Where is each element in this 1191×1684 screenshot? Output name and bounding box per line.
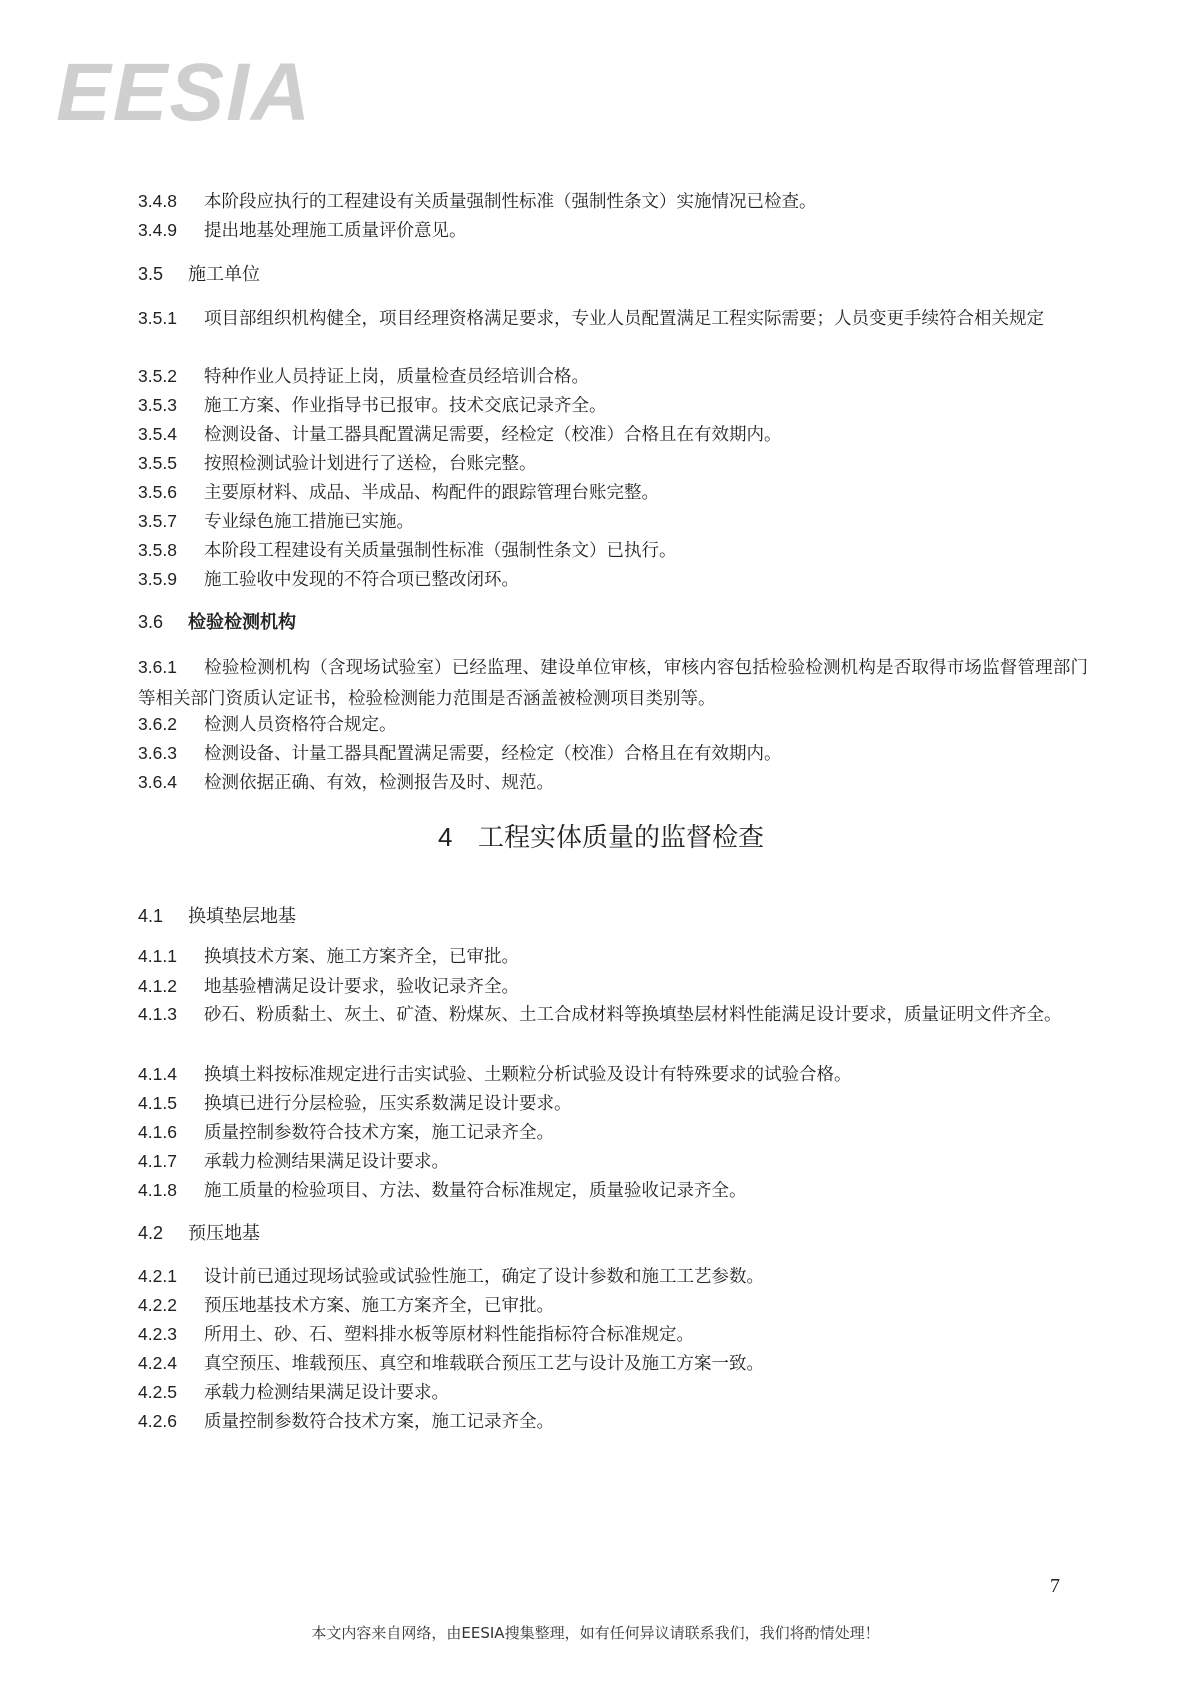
section-4-1-heading: 4.1 换填垫层地基 bbox=[138, 906, 296, 927]
clause-4-2-1: 4.2.1 设计前已通过现场试验或试验性施工，确定了设计参数和施工工艺参数。 bbox=[138, 1266, 764, 1287]
clause-3-5-1: 3.5.1 项目部组织机构健全，项目经理资格满足要求，专业人员配置满足工程实际需要；人员变更手续符合相关规定 bbox=[138, 308, 1044, 329]
clause-4-1-8: 4.1.8 施工质量的检验项目、方法、数量符合标准规定，质量验收记录齐全。 bbox=[138, 1180, 747, 1201]
clause-3-5-5: 3.5.5 按照检测试验计划进行了送检，台账完整。 bbox=[138, 453, 537, 474]
clause-4-1-4: 4.1.4 换填土料按标准规定进行击实试验、土颗粒分析试验及设计有特殊要求的试验合格。 bbox=[138, 1064, 852, 1085]
clause-4-1-5: 4.1.5 换填已进行分层检验，压实系数满足设计要求。 bbox=[138, 1093, 572, 1114]
clause-4-1-3: 4.1.3 砂石、粉质黏土、灰土、矿渣、粉煤灰、土工合成材料等换填垫层材料性能满足设计要求，质量证明文件齐全。 bbox=[138, 1004, 1062, 1025]
clause-4-2-2: 4.2.2 预压地基技术方案、施工方案齐全，已审批。 bbox=[138, 1295, 554, 1316]
chapter-4-heading: 4 工程实体质量的监督检查 bbox=[438, 822, 765, 853]
clause-4-2-4: 4.2.4 真空预压、堆载预压、真空和堆载联合预压工艺与设计及施工方案一致。 bbox=[138, 1353, 764, 1374]
section-4-2-heading: 4.2 预压地基 bbox=[138, 1223, 260, 1244]
section-3-6-heading: 3.6 检验检测机构 bbox=[138, 612, 296, 633]
page-number: 7 bbox=[1050, 1575, 1060, 1597]
clause-3-5-6: 3.5.6 主要原材料、成品、半成品、构配件的跟踪管理台账完整。 bbox=[138, 482, 659, 503]
clause-4-1-6: 4.1.6 质量控制参数符合技术方案，施工记录齐全。 bbox=[138, 1122, 554, 1143]
section-3-5-heading: 3.5 施工单位 bbox=[138, 264, 260, 285]
clause-3-6-1: 3.6.1 检验检测机构（含现场试验室）已经监理、建设单位审核，审核内容包括检验检测机构是否取得市场监督管理部门等相关部门资质认定证书，检验检测能力范围是否涵盖被检测项目类别等。 bbox=[138, 657, 1088, 709]
clause-3-5-2: 3.5.2 特种作业人员持证上岗，质量检查员经培训合格。 bbox=[138, 366, 589, 387]
eesia-logo: EESIA bbox=[56, 47, 313, 138]
clause-4-1-2: 4.1.2 地基验槽满足设计要求，验收记录齐全。 bbox=[138, 976, 519, 997]
clause-3-6-2: 3.6.2 检测人员资格符合规定。 bbox=[138, 714, 397, 735]
clause-3-6-3: 3.6.3 检测设备、计量工器具配置满足需要，经检定（校准）合格且在有效期内。 bbox=[138, 743, 782, 764]
clause-3-5-9: 3.5.9 施工验收中发现的不符合项已整改闭环。 bbox=[138, 569, 519, 590]
clause-3-5-8: 3.5.8 本阶段工程建设有关质量强制性标准（强制性条文）已执行。 bbox=[138, 540, 677, 561]
footer-disclaimer: 本文内容来自网络，由EESIA搜集整理，如有任何异议请联系我们，我们将酌情处理！ bbox=[311, 1624, 880, 1642]
clause-3-4-9: 3.4.9 提出地基处理施工质量评价意见。 bbox=[138, 220, 467, 241]
clause-3-5-7: 3.5.7 专业绿色施工措施已实施。 bbox=[138, 511, 414, 532]
clause-4-1-1: 4.1.1 换填技术方案、施工方案齐全，已审批。 bbox=[138, 946, 519, 967]
clause-3-5-3: 3.5.3 施工方案、作业指导书已报审。技术交底记录齐全。 bbox=[138, 395, 607, 416]
clause-4-2-3: 4.2.3 所用土、砂、石、塑料排水板等原材料性能指标符合标准规定。 bbox=[138, 1324, 694, 1345]
clause-3-4-8: 3.4.8 本阶段应执行的工程建设有关质量强制性标准（强制性条文）实施情况已检查。 bbox=[138, 191, 817, 212]
clause-3-5-4: 3.5.4 检测设备、计量工器具配置满足需要，经检定（校准）合格且在有效期内。 bbox=[138, 424, 782, 445]
clause-3-6-4: 3.6.4 检测依据正确、有效，检测报告及时、规范。 bbox=[138, 772, 554, 793]
clause-4-2-5: 4.2.5 承载力检测结果满足设计要求。 bbox=[138, 1382, 449, 1403]
clause-4-1-7: 4.1.7 承载力检测结果满足设计要求。 bbox=[138, 1151, 449, 1172]
clause-4-2-6: 4.2.6 质量控制参数符合技术方案，施工记录齐全。 bbox=[138, 1411, 554, 1432]
